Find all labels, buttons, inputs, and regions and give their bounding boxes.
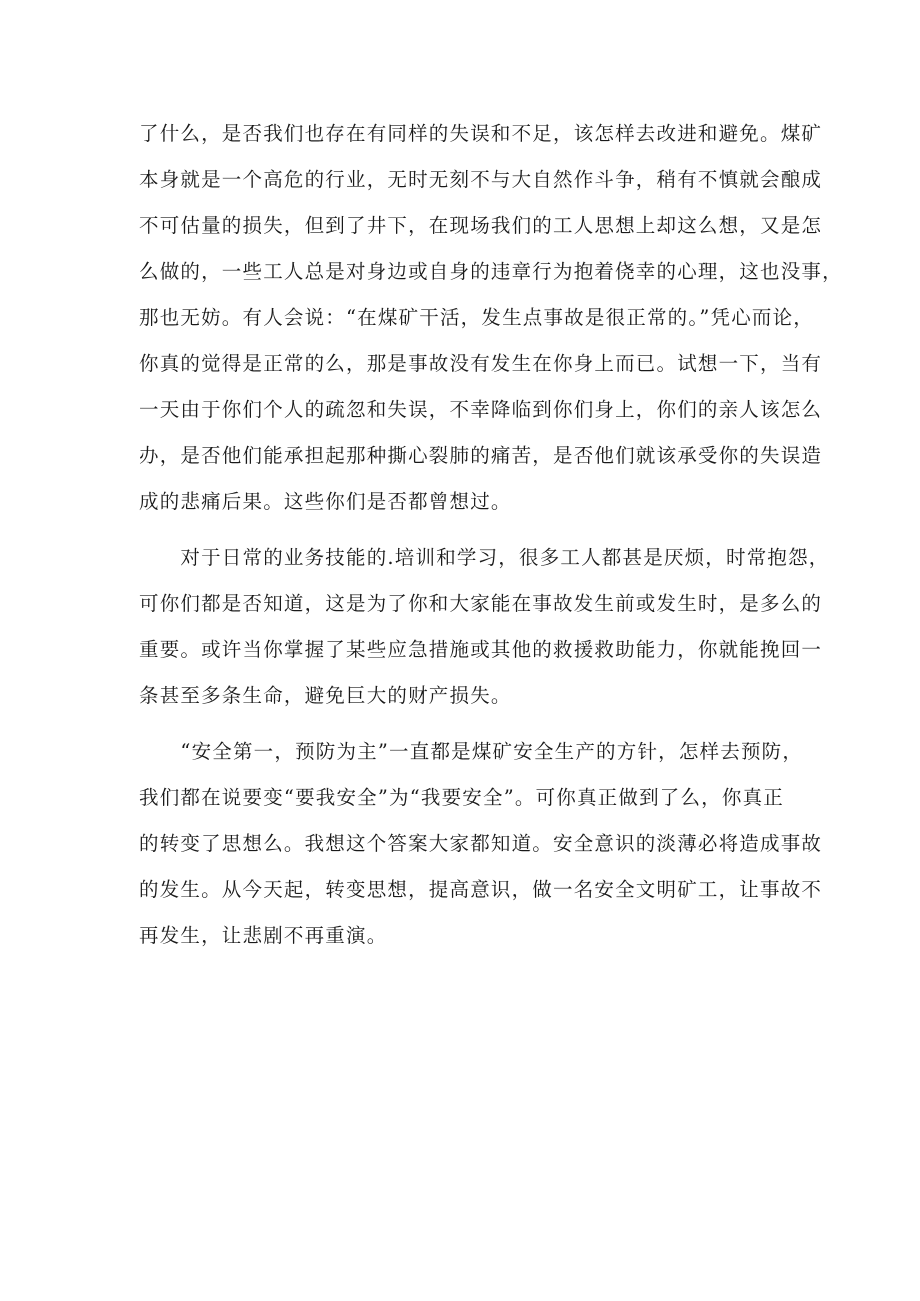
document-body <box>139 111 843 959</box>
paragraph-3 <box>139 729 823 959</box>
text-line: 办，是否他们能承担起那种撕心裂肺的痛苦，是否他们就该承受你的失误造 <box>139 444 823 467</box>
paragraph-2 <box>139 535 830 719</box>
text-line: 不可估量的损失，但到了井下，在现场我们的工人思想上却这么想，又是怎 <box>139 214 823 237</box>
paragraph-1 <box>139 111 843 525</box>
text-line: 我们都在说要变“要我安全”为“我要安全”。可你真正做到了么，你真正 <box>139 786 784 809</box>
text-line: 对于日常的业务技能的.培训和学习，很多工人都甚是厌烦，时常抱怨， <box>139 546 830 569</box>
text-line: 条甚至多条生命，避免巨大的财产损失。 <box>139 684 512 707</box>
text-line: 本身就是一个高危的行业，无时无刻不与大自然作斗争，稍有不慎就会酿成 <box>139 168 823 191</box>
paragraph-spacer <box>139 719 799 729</box>
text-line: 么做的，一些工人总是对身边或自身的违章行为抱着侥幸的心理，这也没事， <box>139 260 843 283</box>
text-line: 的转变了思想么。我想这个答案大家都知道。安全意识的淡薄必将造成事故 <box>139 832 823 855</box>
text-line: 一天由于你们个人的疏忽和失误，不幸降临到你们身上，你们的亲人该怎么 <box>139 398 823 421</box>
text-line: 重要。或许当你掌握了某些应急措施或其他的救援救助能力，你就能挽回一 <box>139 638 823 661</box>
text-line: 再发生，让悲剧不再重演。 <box>139 924 388 947</box>
text-line: 成的悲痛后果。这些你们是否都曾想过。 <box>139 490 512 513</box>
text-line: 你真的觉得是正常的么，那是事故没有发生在你身上而已。试想一下，当有 <box>139 352 823 375</box>
text-line: 的发生。从今天起，转变思想，提高意识，做一名安全文明矿工，让事故不 <box>139 878 823 901</box>
paragraph-spacer <box>139 525 799 535</box>
text-line: 那也无妨。有人会说：“在煤矿干活，发生点事故是很正常的。”凭心而论， <box>139 306 814 329</box>
text-line: “安全第一，预防为主”一直都是煤矿安全生产的方针，怎样去预防， <box>139 740 804 763</box>
text-line: 可你们都是否知道，这是为了你和大家能在事故发生前或发生时，是多么的 <box>139 592 823 615</box>
text-line: 了什么，是否我们也存在有同样的失误和不足，该怎样去改进和避免。煤矿 <box>139 122 823 145</box>
